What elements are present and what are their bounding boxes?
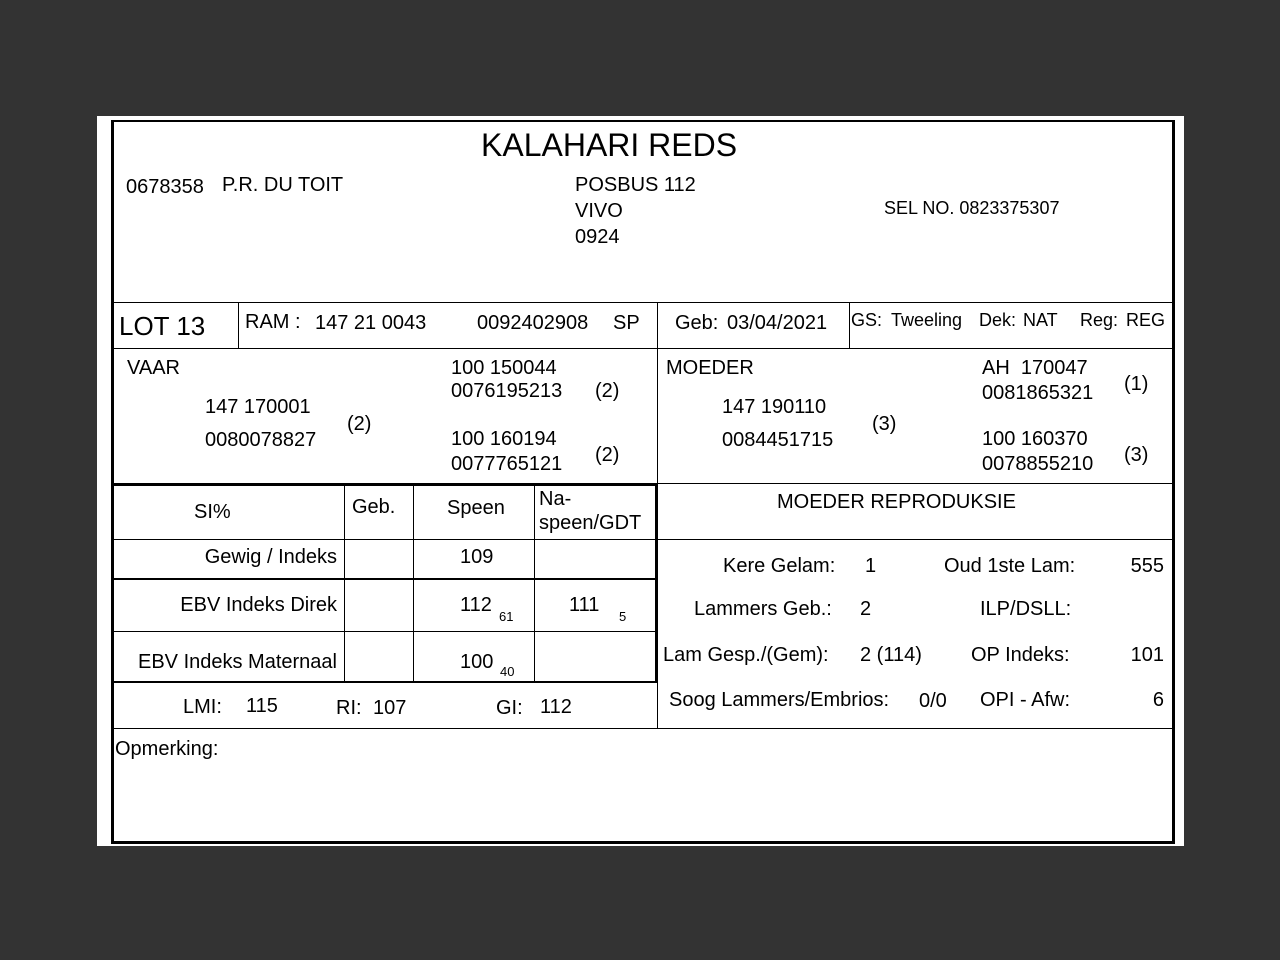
kere-label: Kere Gelam: [723,555,836,577]
op-label: OP Indeks: [971,644,1070,666]
divider [655,484,657,682]
oud-value: 555 [1130,555,1164,577]
ram-code: SP [613,312,640,334]
divider [113,631,658,632]
sire-id: 0080078827 [205,429,317,451]
row-label-ebv-direk: EBV Indeks Direk [180,594,337,616]
divider [113,728,1173,729]
ri-value: 107 [373,697,407,719]
kere-value: 1 [865,555,877,577]
dam-sire-grade: (1) [1124,373,1149,395]
ram-id: 0092402908 [477,312,589,334]
divider [534,486,535,682]
sire-dam-grade: (2) [595,444,620,466]
row-direk-speen-sub: 61 [499,609,514,624]
ram-label: RAM : [245,311,301,333]
op-value: 101 [1130,644,1164,666]
dam-number: 147 190110 [722,396,827,418]
divider [113,539,1173,540]
sire-sire-grade: (2) [595,380,620,402]
address-line-1: POSBUS 112 [575,174,696,196]
reg-label: Reg: [1080,310,1119,330]
lmi-value: 115 [246,695,278,717]
dam-dam-number: 100 160370 [982,428,1088,450]
divider [113,302,1173,303]
dam-dam-grade: (3) [1124,444,1149,466]
row-direk-naspeen-sub: 5 [619,609,627,624]
ram-number: 147 21 0043 [315,312,427,334]
divider [113,348,1173,349]
divider [413,486,414,682]
lammers-value: 2 [860,598,872,620]
row-label-gewig: Gewig / Indeks [204,546,337,568]
phone-number: SEL NO. 0823375307 [884,198,1060,218]
divider [344,486,345,682]
gi-value: 112 [540,696,572,718]
row-label-ebv-maternaal: EBV Indeks Maternaal [138,651,337,673]
gi-label: GI: [496,697,523,719]
sire-sire-number: 100 150044 [451,357,557,379]
lot-card [111,120,1175,844]
divider [849,302,850,348]
col-speen-header: Speen [447,497,505,519]
ilp-label: ILP/DSLL: [980,598,1072,620]
opi-value: 6 [1152,689,1164,711]
dam-id: 0084451715 [722,429,834,451]
col-naspeen-header: Na- speen/GDT [539,488,642,534]
owner-id: 0678358 [126,176,204,198]
breed-title: KALAHARI REDS [481,127,738,163]
sire-label: VAAR [127,357,180,379]
row-maternaal-speen-sub: 40 [500,664,515,679]
dek-value: NAT [1023,310,1058,330]
divider [113,484,658,486]
gesp-label: Lam Gesp./(Gem): [663,644,829,666]
lammers-label: Lammers Geb.: [694,598,832,620]
lmi-label: LMI: [183,696,222,718]
divider [657,302,658,729]
sire-grade: (2) [347,413,372,435]
dam-grade: (3) [872,413,897,435]
sire-dam-id: 0077765121 [451,453,563,475]
soog-label: Soog Lammers/Embrios: [669,689,890,711]
address-line-2: VIVO [575,200,623,222]
dam-dam-id: 0078855210 [982,453,1094,475]
row-gewig-speen: 109 [460,546,494,568]
divider [113,681,658,683]
gs-value: Tweeling [891,310,963,330]
col-si-header: SI% [194,501,231,523]
dek-label: Dek: [979,310,1017,330]
birth-label: Geb: [675,312,719,334]
sire-number: 147 170001 [205,396,311,418]
dam-sire-number: AH 170047 [982,357,1088,379]
lot-number: LOT 13 [119,311,206,341]
ri-label: RI: [336,697,362,719]
birth-date: 03/04/2021 [727,312,828,334]
dam-label: MOEDER [666,357,754,379]
row-direk-naspeen: 111 [569,594,600,616]
reproduction-title: MOEDER REPRODUKSIE [777,491,1016,513]
sire-sire-id: 0076195213 [451,380,563,402]
opi-label: OPI - Afw: [980,689,1071,711]
sire-dam-number: 100 160194 [451,428,557,450]
remarks-label: Opmerking: [115,738,219,760]
gesp-value: 2 (114) [860,644,922,666]
address-line-3: 0924 [575,226,620,248]
soog-value: 0/0 [919,690,947,712]
owner-name: P.R. DU TOIT [222,174,344,196]
divider [113,578,658,580]
dam-sire-id: 0081865321 [982,382,1094,404]
row-maternaal-speen: 100 [460,651,494,673]
gs-label: GS: [851,310,883,330]
col-geb-header: Geb. [352,496,396,518]
oud-label: Oud 1ste Lam: [944,555,1076,577]
reg-value: REG [1126,310,1166,330]
row-direk-speen: 112 [460,594,492,616]
divider [238,302,239,348]
